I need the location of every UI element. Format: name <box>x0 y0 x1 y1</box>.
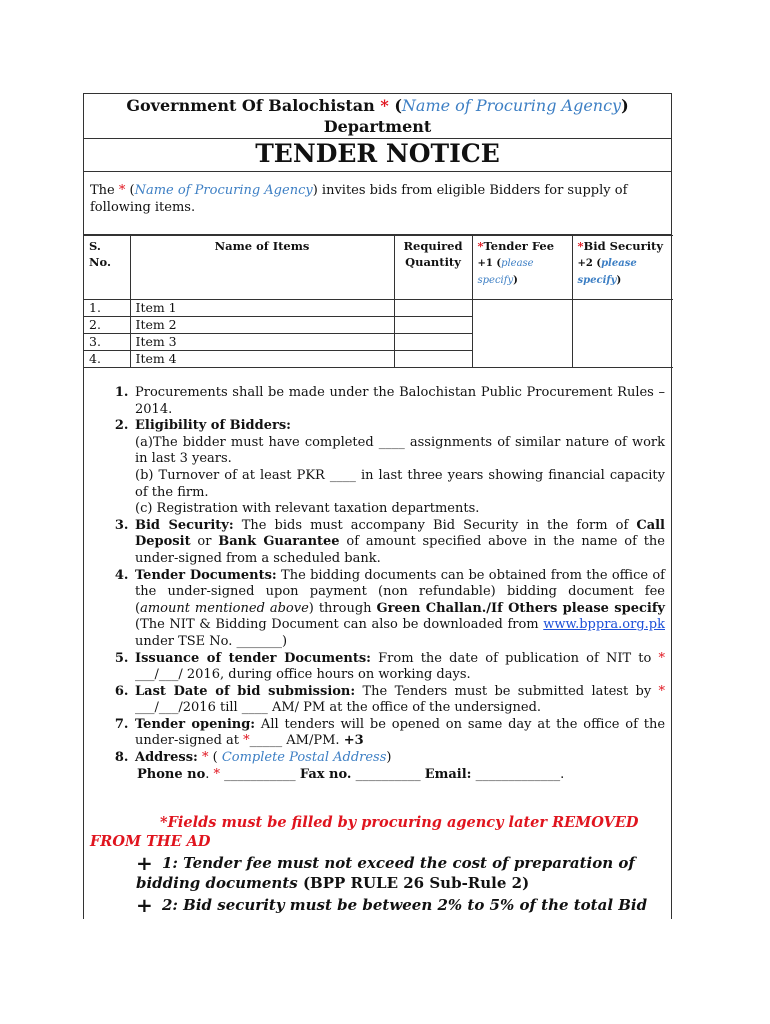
call-deposit-label: Call Deposit <box>135 517 665 550</box>
intro-paragraph <box>84 172 671 235</box>
department-label: Department <box>323 117 432 136</box>
clause-4-tse: under TSE No. _______) <box>135 633 288 649</box>
clause-3-or: or <box>190 534 219 550</box>
col-name: Name of Items <box>130 236 394 300</box>
clause-1 <box>133 385 665 418</box>
row-number: 4. <box>84 351 130 368</box>
footnote-block <box>84 783 671 918</box>
notice-title: TENDER NOTICE <box>84 139 671 172</box>
tender-notice-frame <box>83 93 672 919</box>
security-note-text: please specify <box>577 258 637 286</box>
required-asterisk: * <box>380 96 389 115</box>
row-item-name: Item 2 <box>130 317 394 334</box>
bid-security-cell <box>572 300 673 368</box>
row-quantity <box>394 351 472 368</box>
clause-1-text: Procurements shall be made under the Balochistan Public Procurement Rules – 2014. <box>135 385 665 417</box>
fee-rule-text: 1: Tender fee must not exceed the cost of preparation of bidding documents <box>136 854 635 893</box>
clause-4-through: ) through <box>308 600 377 616</box>
bank-guarantee-label: Bank Guarantee <box>218 534 340 550</box>
table-row <box>84 300 673 317</box>
security-note-prefix: +2 ( <box>577 258 602 269</box>
clause-7-text: All tenders will be opened on same day at the office of the under-signed at <box>135 716 666 749</box>
clause-4-text: The bidding documents can be obtained from the office of the under-signed upon payment (non refundable) bidding document fee ( <box>135 567 665 616</box>
clause-2 <box>133 418 665 518</box>
clause-8-paren: ( <box>208 750 222 766</box>
clause-7-heading: Tender opening: <box>135 716 256 732</box>
clause-4-heading: Tender Documents: <box>135 567 277 583</box>
agency-placeholder: Name of Procuring Agency <box>401 96 622 115</box>
clause-7-time: _____ AM/PM. <box>249 733 344 749</box>
clause-2-heading: Eligibility of Bidders: <box>135 418 291 434</box>
security-note <box>578 258 637 286</box>
col-qty: Required Quantity <box>394 236 472 300</box>
clause-8 <box>133 750 665 783</box>
table-header-row <box>84 236 673 300</box>
items-table <box>84 235 673 368</box>
tender-fee-cell <box>472 300 572 368</box>
plus-icon: + <box>136 893 153 918</box>
clause-7-note-ref: +3 <box>343 733 364 749</box>
security-label: Bid Security <box>583 239 664 253</box>
clause-2-c: (c) Registration with relevant taxation departments. <box>135 501 480 517</box>
paren-close: ) <box>621 96 629 115</box>
government-label: Government Of Balochistan <box>126 96 375 115</box>
clause-5-heading: Issuance of tender Documents: <box>135 650 371 666</box>
paren-open: ( <box>394 96 402 115</box>
phone-asterisk: * <box>213 766 221 782</box>
fee-note-text: please specify <box>477 258 534 286</box>
clause-4-download: (The NIT & Bidding Document can also be downloaded from <box>135 617 544 633</box>
row-number: 2. <box>84 317 130 334</box>
clause-7 <box>133 717 665 750</box>
row-item-name: Item 3 <box>130 334 394 351</box>
fee-rule-note <box>90 853 665 893</box>
fee-label: Tender Fee <box>483 239 555 253</box>
security-note-suffix: ) <box>616 275 622 286</box>
removal-note-text: *Fields must be filled by procuring agency later REMOVED FROM THE AD <box>90 814 639 851</box>
postal-address-placeholder: Complete Postal Address <box>221 750 387 766</box>
clause-8-heading: Address: <box>135 750 198 766</box>
clauses-list <box>84 368 671 783</box>
intro-the: The <box>90 183 115 198</box>
amount-mentioned-label: amount mentioned above <box>140 600 309 616</box>
clause-2-a: (a)The bidder must have completed ____ assignments of similar nature of work in last 3 years. <box>135 434 665 467</box>
row-quantity <box>394 317 472 334</box>
clause-5 <box>133 651 665 684</box>
row-number: 1. <box>84 300 130 317</box>
row-number: 3. <box>84 334 130 351</box>
fee-note <box>478 258 534 286</box>
removal-note <box>90 813 665 851</box>
fee-asterisk: * <box>477 239 484 253</box>
clause-3-tail: of amount specified above in the name of the under-signed from a scheduled bank. <box>135 534 666 566</box>
fee-note-prefix: +1 ( <box>477 258 502 269</box>
clause-5-tail: ___/___/ 2016, during office hours on working days. <box>135 667 471 683</box>
intro-rest: ) invites bids from eligible Bidders for supply of following items. <box>90 183 628 215</box>
email-blank: _____________. <box>471 766 565 782</box>
clause-6 <box>133 684 665 717</box>
clause-2-b: (b) Turnover of at least PKR ____ in last three years showing financial capacity of the firm. <box>135 467 665 500</box>
clause-5-text: From the date of publication of NIT to <box>371 650 659 666</box>
clause-6-asterisk: * <box>658 683 665 699</box>
clause-6-tail: ___/___/2016 till ____ AM/ PM at the office of the undersigned. <box>135 700 542 716</box>
row-item-name: Item 1 <box>130 300 394 317</box>
row-item-name: Item 4 <box>130 351 394 368</box>
intro-paren: ( <box>129 183 135 198</box>
col-sno: S. No. <box>84 236 130 300</box>
fax-label: Fax no. <box>299 766 352 782</box>
row-quantity <box>394 300 472 317</box>
green-challan-label: Green Challan./If Others please specify <box>376 600 665 616</box>
clause-3-text: The bids must accompany Bid Security in the form of <box>233 517 637 533</box>
phone-dot: . <box>205 766 214 782</box>
col-bid-security <box>572 236 673 300</box>
intro-agency-placeholder: Name of Procuring Agency <box>134 183 313 198</box>
clause-5-asterisk: * <box>658 650 665 666</box>
clause-3-heading: Bid Security: <box>135 517 234 533</box>
intro-asterisk: * <box>118 183 126 198</box>
plus-icon: + <box>136 851 153 876</box>
bpp-rule-ref: (BPP RULE 26 Sub-Rule 2) <box>302 874 530 893</box>
fax-blank: __________ <box>351 766 425 782</box>
clause-6-text: The Tenders must be submitted latest by <box>355 683 659 699</box>
contact-line <box>135 767 564 782</box>
security-rule-note <box>90 893 665 918</box>
col-tender-fee <box>472 236 572 300</box>
clause-3 <box>133 518 665 568</box>
clause-4 <box>133 568 665 651</box>
email-label: Email: <box>424 766 472 782</box>
header-title <box>84 94 671 139</box>
fee-note-suffix: ) <box>513 275 518 286</box>
bppra-link[interactable]: www.bppra.org.pk <box>543 617 665 633</box>
row-quantity <box>394 334 472 351</box>
phone-blank: ___________ <box>220 766 300 782</box>
clause-7-asterisk: * <box>243 733 250 749</box>
clause-6-heading: Last Date of bid submission: <box>135 683 356 699</box>
clause-8-asterisk: * <box>201 750 209 766</box>
clause-8-paren-close: ) <box>386 750 392 766</box>
security-rule-text: 2: Bid security must be between 2% to 5% of the total Bid <box>156 896 648 915</box>
security-asterisk: * <box>577 239 584 253</box>
phone-label: Phone no <box>137 766 206 782</box>
